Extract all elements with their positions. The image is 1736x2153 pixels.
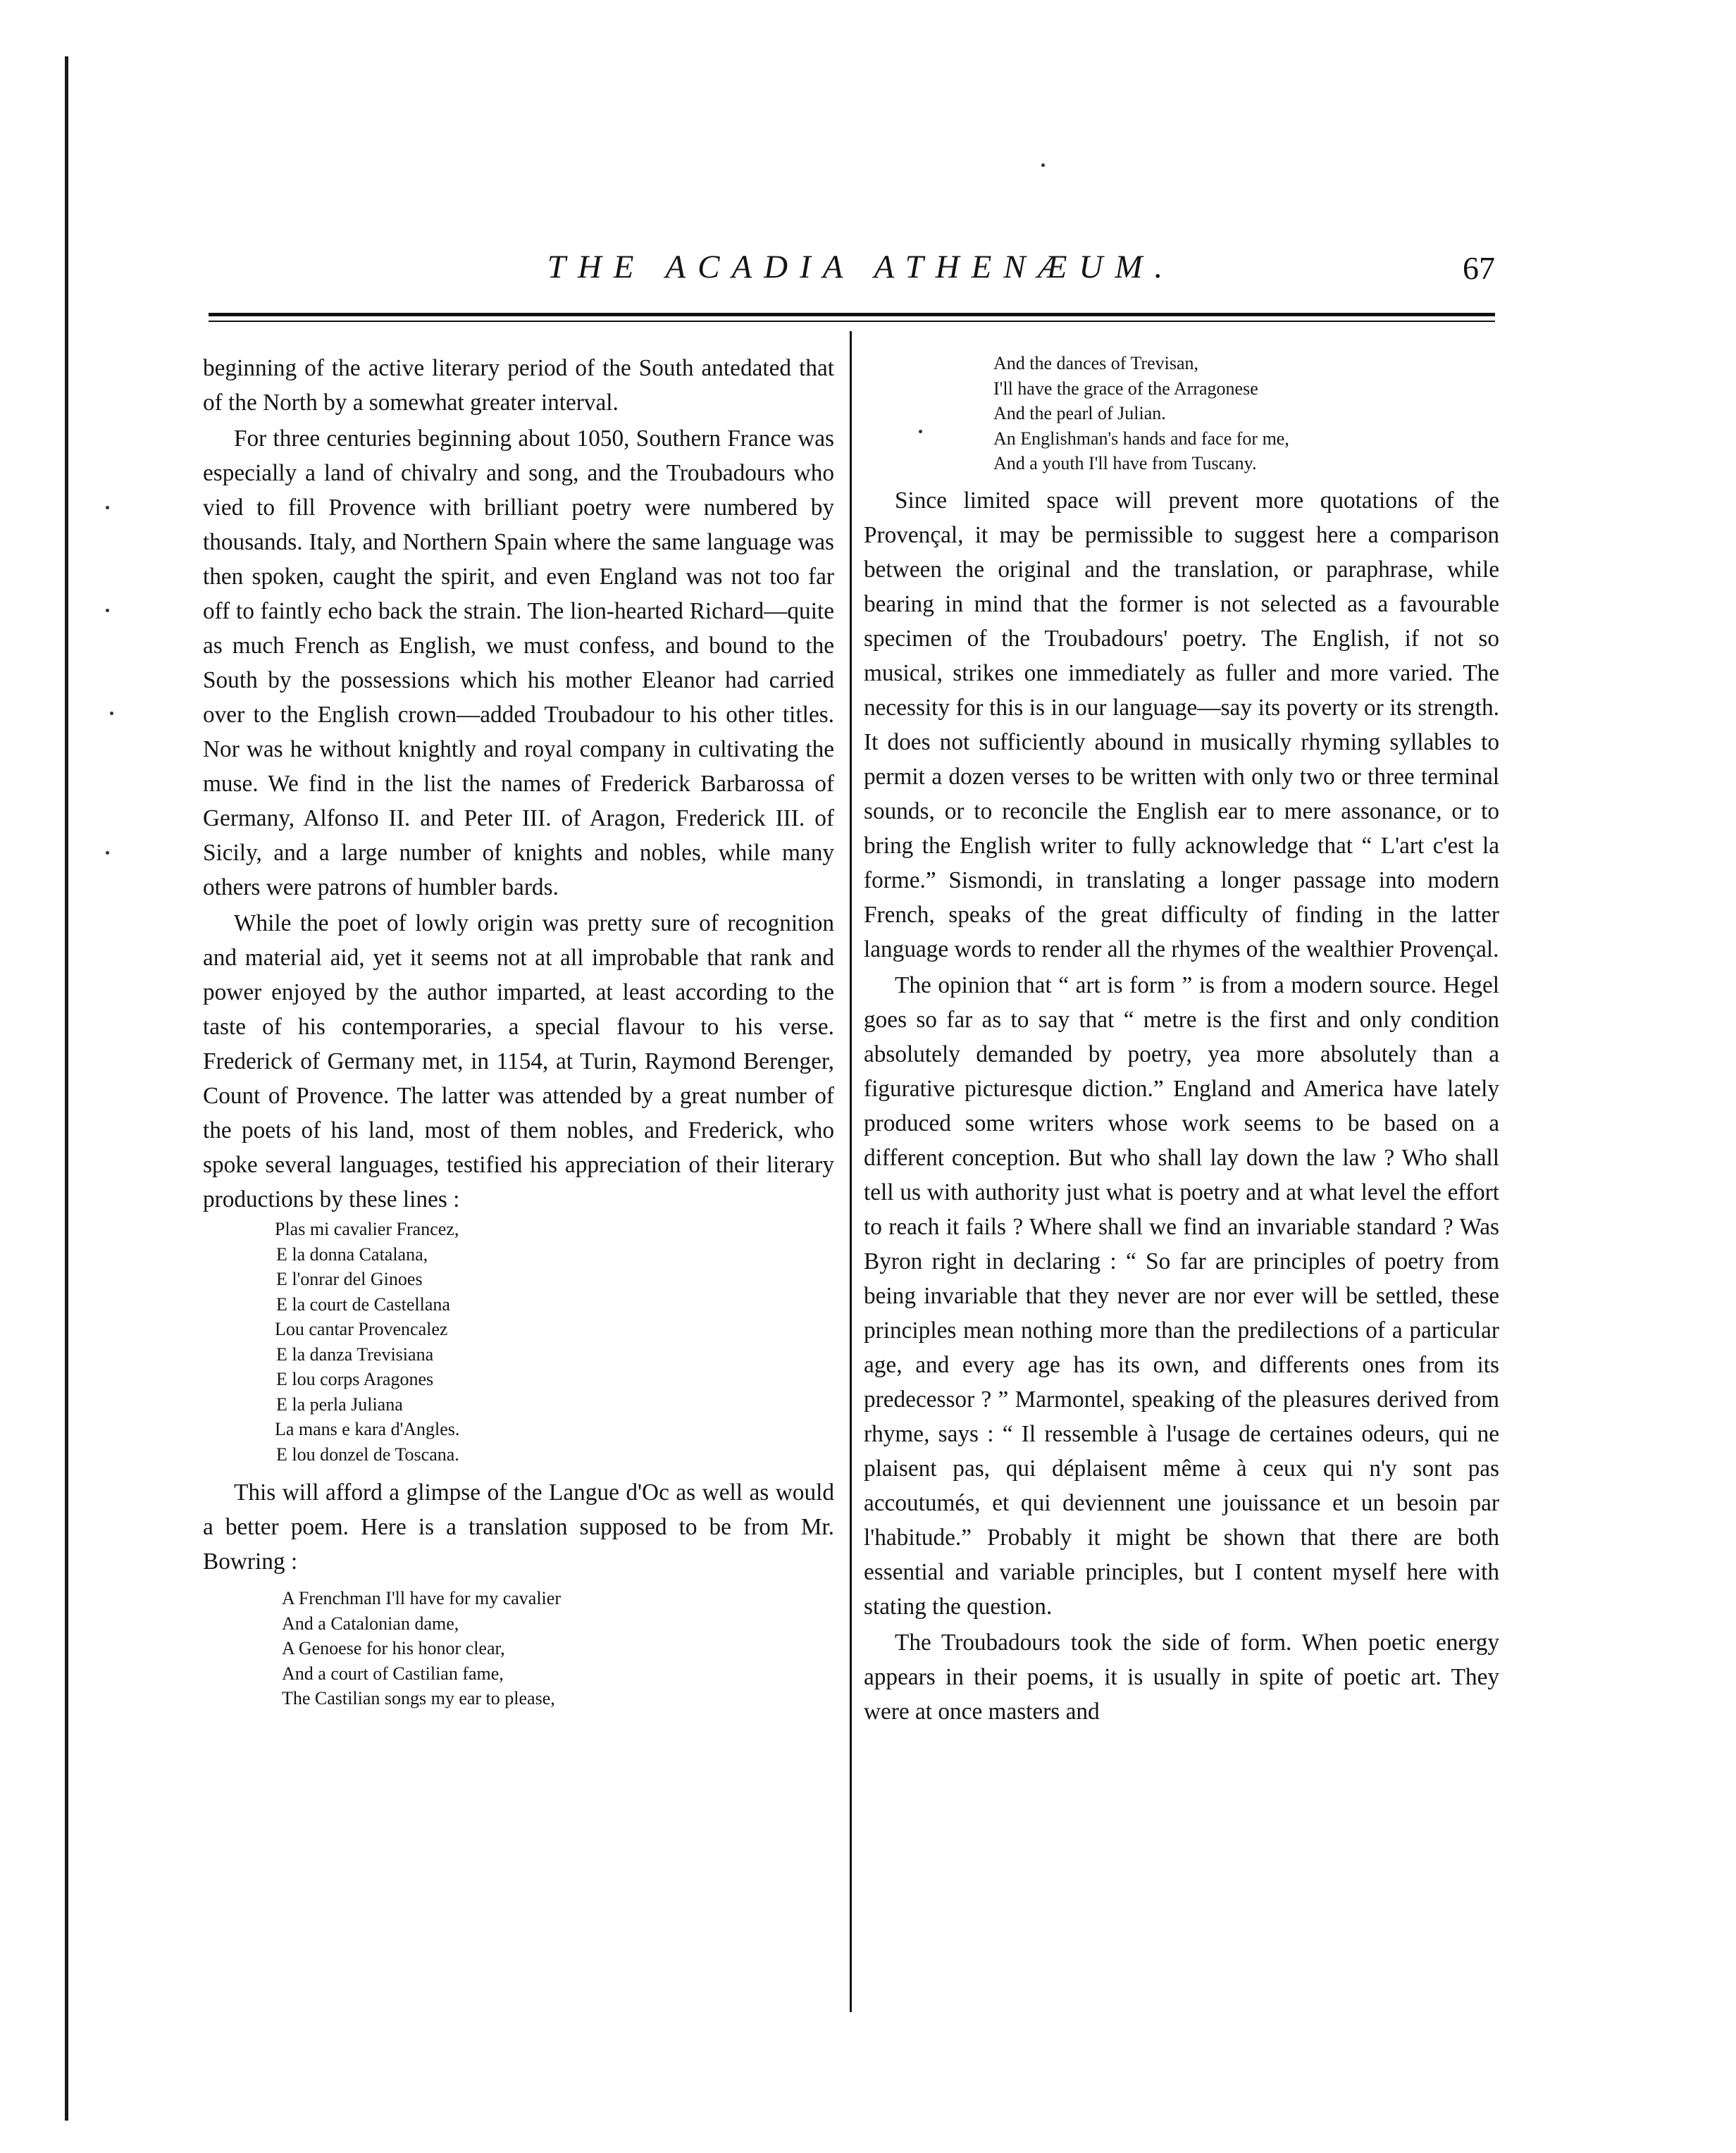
translation-verse-continued: [864, 351, 1499, 476]
paragraph: beginning of the active literary period of the South antedated that of the North by a somewhat greater interval.: [203, 355, 834, 416]
verse-line: E lou corps Aragones: [276, 1369, 434, 1389]
verse-line: Plas mi cavalier Francez,: [275, 1219, 459, 1239]
column-divider: [850, 331, 852, 2012]
verse-line: The Castilian songs my ear to please,: [282, 1688, 555, 1708]
verse-line: And a youth I'll have from Tuscany.: [993, 453, 1257, 473]
verse-line: E la perla Juliana: [276, 1394, 403, 1415]
verse-line: Lou cantar Provencalez: [275, 1319, 448, 1339]
translation-verse: [203, 1586, 834, 1711]
page-header: [209, 248, 1495, 300]
paragraph: Since limited space will prevent more quotations of the Provençal, it may be permissible to suggest here a comparison between the original and the translation, or paraphrase, while bearing in mind that the former is not selected as a favourable specimen of the Troubadours' poetry. The English, if not so musical, strikes one immediately as fuller and more varied. The necessity for this is in our language—say its poverty or its strength. It does not sufficiently abound in musically rhyming syllables to permit a dozen verses to be written with only two or three terminal sounds, or to reconcile the English ear to mere assonance, or to bring the English writer to fully acknowledge that “ L'art c'est la forme.” Sismondi, in translating a longer passage into modern French, speaks of the great difficulty of finding in the latter language words to render all the rhymes of the wealthier Provençal.: [864, 487, 1499, 962]
paragraph: While the poet of lowly origin was pretty sure of recognition and material aid, yet it seems not at all improbable that rank and power enjoyed by the author imparted, at least according to the taste of his contemporaries, a special flavour to his verse. Frederick of Germany met, in 1154, at Turin, Raymond Berenger, Count of Provence. The latter was attended by a great number of the poets of his land, most of them nobles, and Frederick, who spoke several languages, testified his appreciation of their literary productions by these lines :: [203, 910, 834, 1212]
verse-line: And the pearl of Julian.: [993, 403, 1166, 423]
verse-line: E la court de Castellana: [276, 1293, 450, 1315]
paragraph: The Troubadours took the side of form. When poetic energy appears in their poems, it is usually in spite of poetic art. They were at once masters and: [864, 1629, 1499, 1725]
page-number: 67: [1463, 250, 1495, 286]
verse-line: La mans e kara d'Angles.: [275, 1419, 460, 1439]
verse-line: And a Catalonian dame,: [282, 1613, 459, 1634]
verse-line: I'll have the grace of the Arragonese: [993, 378, 1258, 399]
verse-line: E lou donzel de Toscana.: [276, 1444, 459, 1465]
paragraph: The opinion that “ art is form ” is from a modern source. Hegel goes so far as to say that “ metre is the first and only condition absolutely demanded by poetry, yea more absolutely than a figurative picturesque diction.” England and America have lately produced some writers whose work seems to be based on a different conception. But who shall lay down the law ? Who shall tell us with authority just what is poetry and at what level the effort to reach it fails ? Where shall we find an invariable standard ? Was Byron right in declaring : “ So far are principles of poetry from being invariable that they never are nor ever will be settled, these principles mean nothing more than the predilections of a particular age, and every age has its own, and differents ones from its predecessor ? ” Marmontel, speaking of the pleasures derived from rhyme, says : “ Il ressemble à l'usage de certaines odeurs, qui ne plaisent pas, qui déplaisent même à ceux qui n'y sont pas accoutumés, et qui deviennent une jouissance et un besoin par l'habitude.” Probably it might be shown that there are both essential and variable principles, but I content myself here with stating the question.: [864, 972, 1499, 1620]
verse-line: An Englishman's hands and face for me,: [993, 428, 1289, 449]
paragraph: For three centuries beginning about 1050, Southern France was especially a land of chivalry and song, and the Troubadours who vied to fill Provence with brilliant poetry were numbered by thousands. Italy, and Northern Spain where the same language was then spoken, caught the spirit, and even England was not too far off to faintly echo back the strain. The lion-hearted Richard—quite as much French as English, we must confess, and bound to the South by the possessions which his mother Eleanor had carried over to the English crown—added Troubadour to his other titles. Nor was he without knightly and royal company in cultivating the muse. We find in the list the names of Frederick Barbarossa of Germany, Alfonso II. and Peter III. of Aragon, Frederick III. of Sicily, and a large number of knights and nobles, while many others were patrons of humbler bards.: [203, 426, 834, 900]
verse-line: E la donna Catalana,: [276, 1243, 428, 1265]
verse-line: A Genoese for his honor clear,: [282, 1638, 505, 1658]
print-speck: [1041, 163, 1045, 167]
provencal-verse: [203, 1217, 834, 1467]
verse-line: And a court of Castilian fame,: [282, 1663, 504, 1684]
print-speck: [106, 851, 109, 855]
paragraph: This will afford a glimpse of the Langue d'Oc as well as would a better poem. Here is a translation supposed to be from Mr. Bowring :: [203, 1479, 834, 1575]
right-column: [864, 351, 1499, 1729]
verse-line: E l'onrar del Ginoes: [276, 1269, 423, 1289]
verse-line: A Frenchman I'll have for my cavalier: [282, 1588, 561, 1608]
print-speck: [110, 712, 113, 715]
verse-line: And the dances of Trevisan,: [993, 353, 1199, 373]
running-title: THE ACADIA ATHENÆUM.: [547, 249, 1175, 285]
header-rule-thin: [209, 321, 1495, 322]
verse-line: E la danza Trevisiana: [276, 1344, 434, 1365]
print-speck: [106, 609, 109, 612]
left-column: [203, 351, 834, 1711]
print-speck: [106, 506, 109, 509]
header-rule-thick: [209, 313, 1495, 316]
page-binding-edge: [65, 56, 68, 2121]
